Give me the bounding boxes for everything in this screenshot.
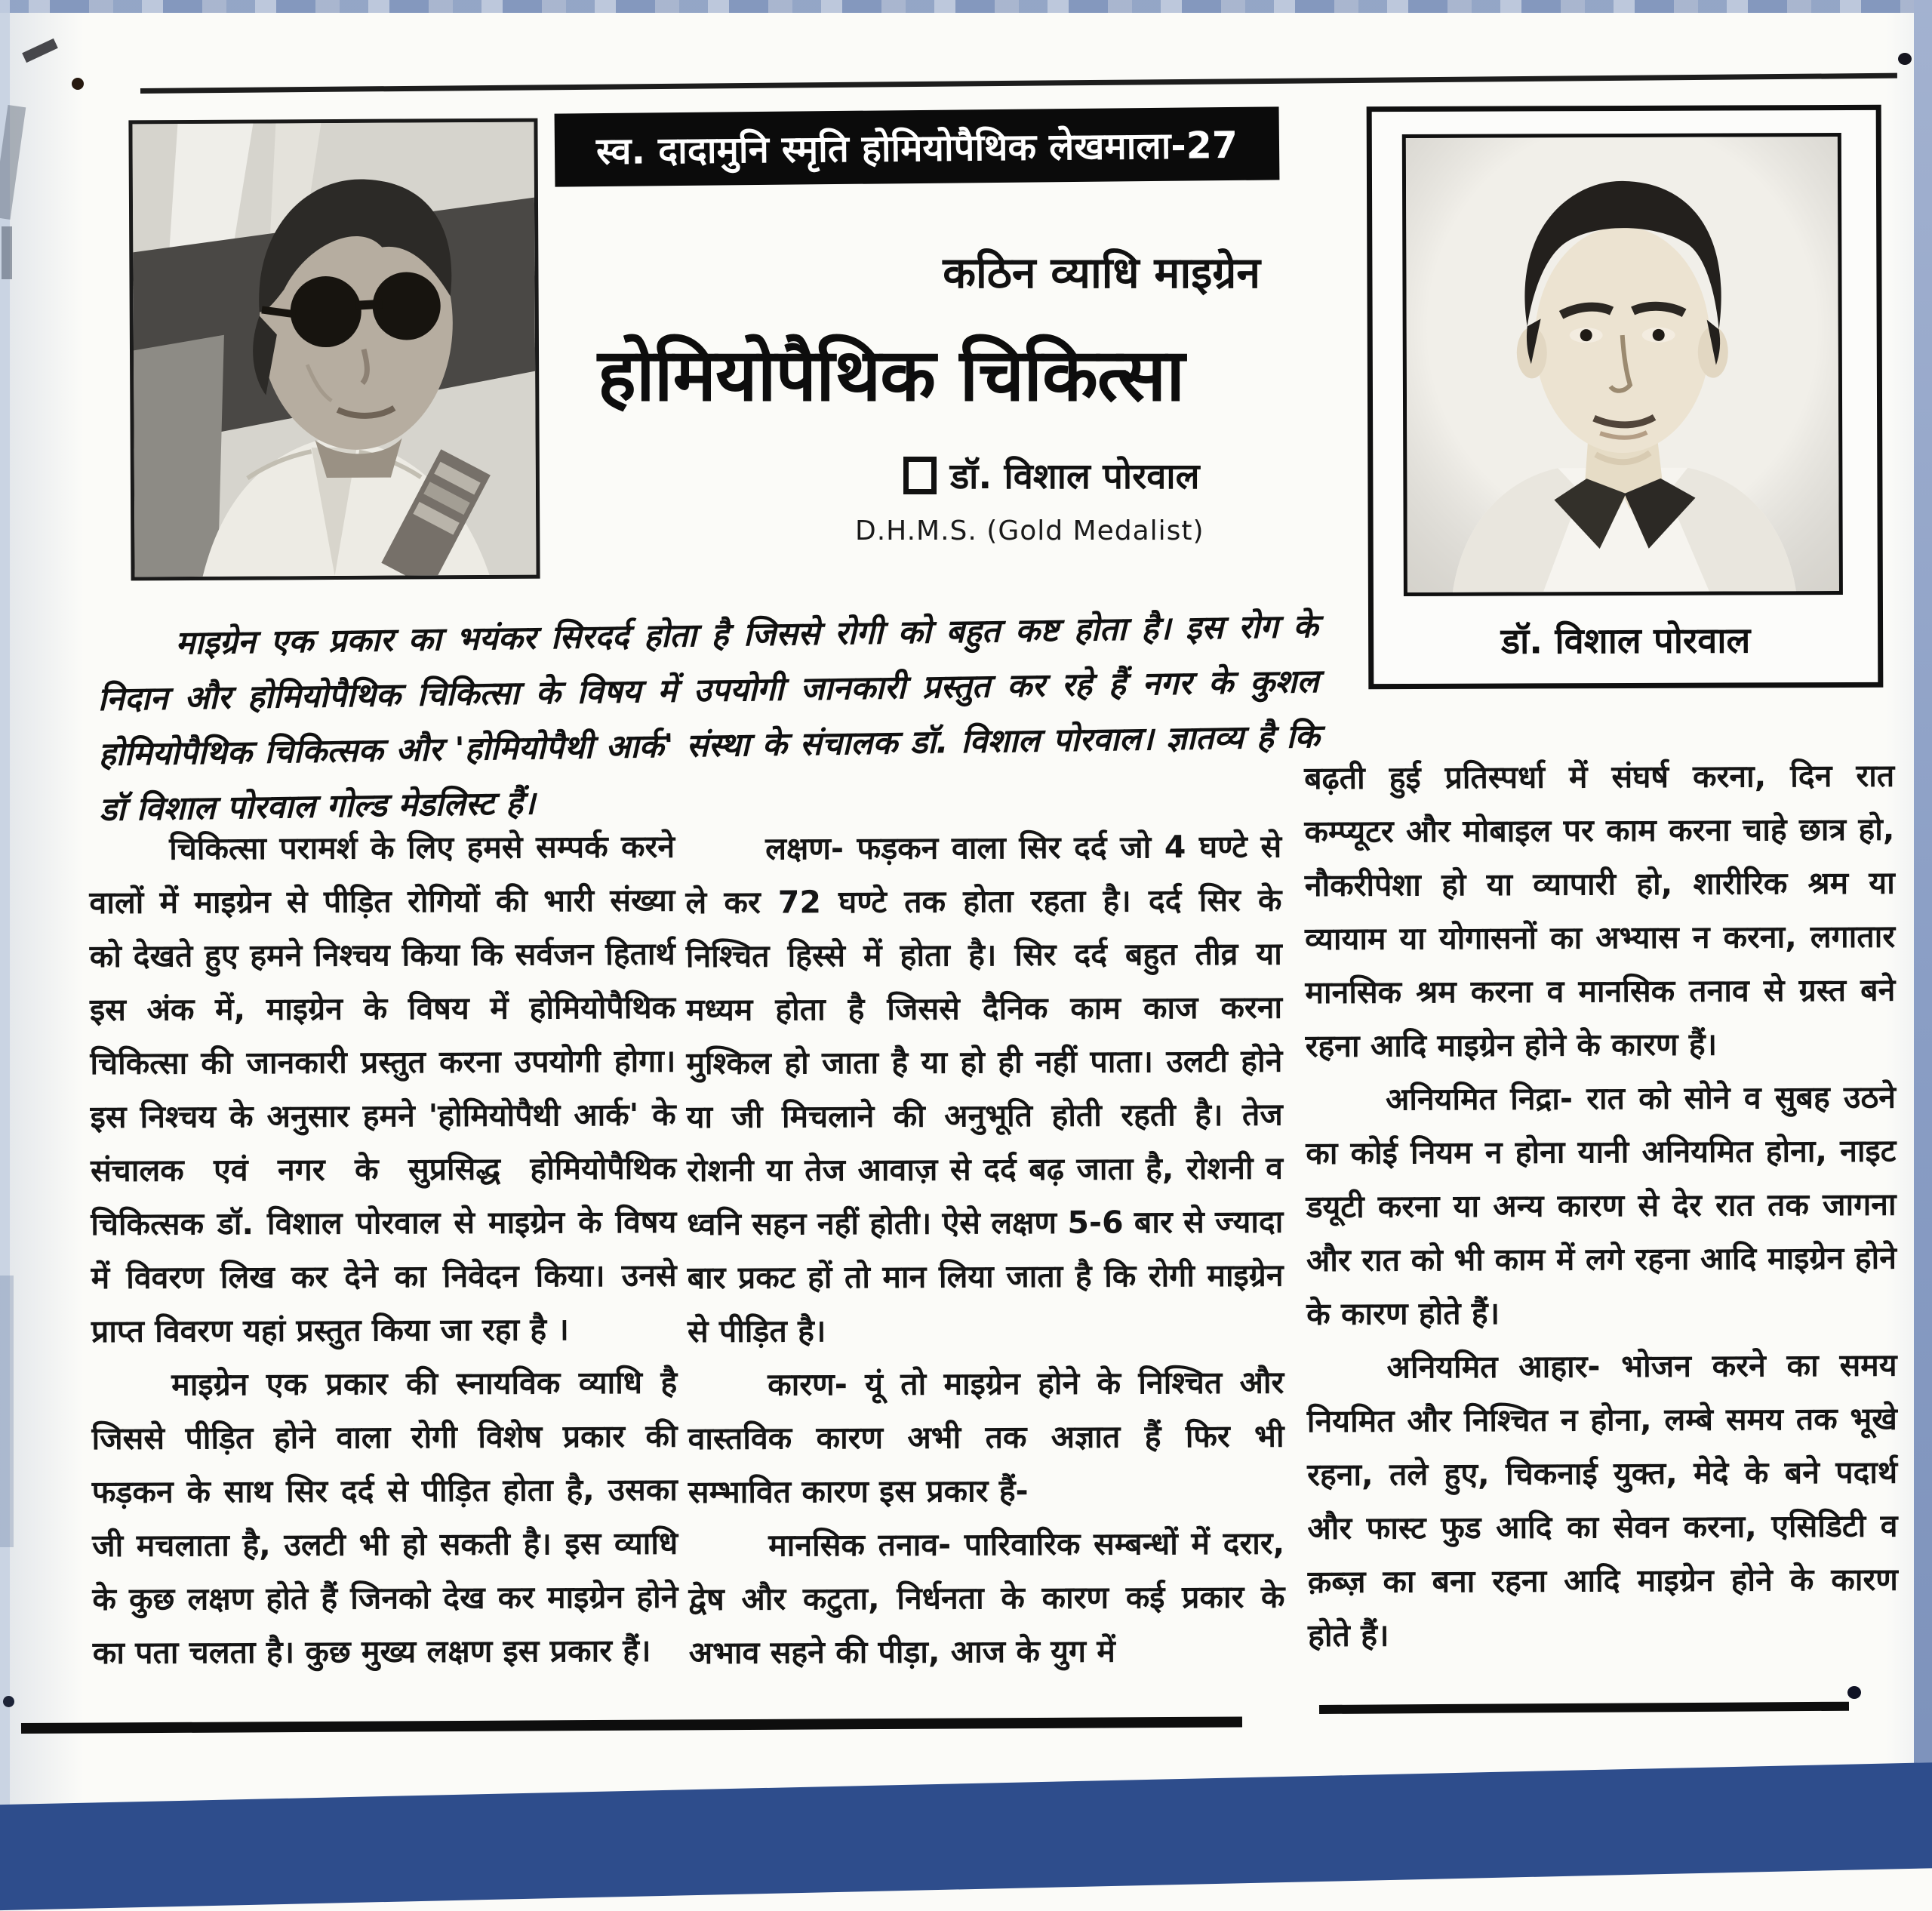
paragraph-lead: लक्षण- bbox=[765, 830, 844, 867]
paragraph-text: पारिवारिक सम्बन्धों में दरार, द्वेष और कटुता, निर्धनता के कारण कई प्रकार के अभाव सहने की पीड़ा, आज के युग में bbox=[688, 1525, 1285, 1671]
porwal-portrait-image bbox=[1406, 137, 1839, 592]
body-column-1 bbox=[89, 820, 678, 1680]
paragraph-lead: अनियमित निद्रा- bbox=[1385, 1080, 1574, 1118]
paragraph-text: रात को सोने व सुबह उठने का कोई नियम न होना यानी अनियमित होना, नाइट डयूटी करना या अन्य कारण से देर रात तक जागना और रात को भी काम में लगे रहना आदि माइग्रेन होने के कारण होते हैं। bbox=[1306, 1079, 1897, 1332]
scan-smudge bbox=[22, 38, 58, 63]
paragraph-causes bbox=[688, 1356, 1284, 1519]
paragraph bbox=[89, 820, 677, 1359]
paragraph-text: यूं तो माइग्रेन होने के निश्चित और वास्तविक कारण अभी तक अज्ञात हैं फिर भी सम्भावित कारण इस प्रकार हैं- bbox=[688, 1364, 1284, 1510]
paragraph-irregular-diet bbox=[1306, 1339, 1898, 1663]
paragraph: माइग्रेन एक प्रकार की स्नायविक व्याधि है जिससे पीड़ित होने वाला रोगी विशेष प्रकार की फड़कन के साथ सिर दर्द से पीड़ित होता है, उसका जी मचलाता है, उलटी भी हो सकती है। इस व्याधि के कुछ लक्षण होते हैं जिनको देख कर माइग्रेन होने का पता चलता है। कुछ मुख्य लक्षण इस प्रकार हैं। bbox=[91, 1364, 678, 1671]
scan-edge-bottom bbox=[0, 1761, 1932, 1911]
right-photo-frame bbox=[1367, 105, 1884, 689]
right-photo-caption: डॉ. विशाल पोरवाल bbox=[1500, 620, 1751, 663]
body-column-2 bbox=[685, 820, 1285, 1680]
dadamuni-portrait-image bbox=[132, 122, 536, 577]
scan-smudge bbox=[2, 226, 12, 279]
paragraph-symptoms bbox=[685, 820, 1284, 1359]
ink-dot bbox=[72, 78, 84, 90]
paragraph-text: फड़कन वाला सिर दर्द जो 4 घण्टे से ले कर 72 घण्टे तक होता रहता है। दर्द सिर के निश्चित हिस्से में होता है। सिर दर्द बहुत तीव्र या मध्यम होता है जिससे दैनिक काम काज करना मुश्किल हो जाता है या हो ही नहीं पाता। उलटी होने या जी मिचलाने की अनुभूति होती रहती है। तेज रोशनी या तेज आवाज़ से दर्द बढ़ जाता है, रोशनी व ध्वनि सहन नहीं होती। ऐसे लक्षण 5-6 बार से ज्यादा बार प्रकट हों तो मान लिया जाता है कि रोगी माइग्रेन से पीड़ित है। bbox=[685, 828, 1284, 1349]
byline-square-bullet-icon bbox=[903, 457, 937, 494]
scan-edge-right bbox=[1914, 0, 1932, 1808]
ink-dot bbox=[3, 1696, 14, 1707]
paragraph-lead: मानसिक तनाव- bbox=[768, 1526, 952, 1564]
paragraph-irregular-sleep bbox=[1306, 1071, 1897, 1341]
ink-dot bbox=[1898, 53, 1912, 65]
top-rule bbox=[140, 73, 1897, 94]
left-photo-dadamuni bbox=[128, 118, 540, 581]
paragraph-text: भोजन करने का समय नियमित और निश्चित न होना, लम्बे समय तक भूखे रहना, तले हुए, चिकनाई युक्त, मेदे के बने पदार्थ और फास्ट फुड आदि का सेवन करना, एसिडिटी व क़ब्ज़ का बना रहना आदि माइग्रेन होने के कारण होते हैं। bbox=[1306, 1346, 1898, 1654]
intro-paragraph: माइग्रेन एक प्रकार का भयंकर सिरदर्द होता है जिससे रोगी को बहुत कष्ट होता है। इस रोग के निदान और होमियोपैथिक चिकित्सा के विषय में उपयोगी जानकारी प्रस्तुत कर रहे हैं नगर के कुशल होमियोपैथिक चिकित्सक और 'होमियोपैथी आर्क' संस्था के संचालक डॉ. विशाल पोरवाल। ज्ञातव्य है कि डॉ विशाल पोरवाल गोल्ड मेडलिस्ट हैं। bbox=[97, 607, 1320, 829]
paragraph-lead: अनियमित आहार- bbox=[1386, 1348, 1601, 1386]
body-column-3 bbox=[1304, 749, 1898, 1663]
kicker: कठिन व्याधि माइग्रेन bbox=[943, 248, 1260, 298]
paragraph: बढ़ती हुई प्रतिस्पर्धा में संघर्ष करना, दिन रात कम्प्यूटर और मोबाइल पर काम करना चाहे छात्र हो, नौकरीपेशा हो या व्यापारी हो, शारीरिक श्रम या व्यायाम या योगासनों का अभ्यास न करना, लगातार मानसिक श्रम करना व मानसिक तनाव से ग्रस्त बने रहना आदि माइग्रेन होने के कारण हैं। bbox=[1304, 757, 1896, 1064]
right-photo-dr-vishal-porwal bbox=[1402, 133, 1843, 596]
bottom-rule-right bbox=[1319, 1702, 1849, 1714]
series-banner bbox=[555, 106, 1280, 186]
byline bbox=[903, 451, 1199, 499]
credentials: D.H.M.S. (Gold Medalist) bbox=[855, 515, 1204, 546]
ink-dot bbox=[1847, 1686, 1861, 1699]
scan-smudge bbox=[0, 1276, 14, 1547]
paragraph-lead: कारण- bbox=[768, 1366, 848, 1403]
byline-name: डॉ. विशाल पोरवाल bbox=[950, 456, 1200, 497]
scan-edge-top bbox=[0, 0, 1932, 13]
paragraph-mental-stress bbox=[688, 1517, 1285, 1680]
paragraph-text: चिकित्सा परामर्श के लिए हमसे सम्पर्क करने वालों में माइग्रेन से पीड़ित रोगियों की भारी संख्या को देखते हुए हमने निश्चय किया कि सर्वजन हितार्थ इस अंक में, माइग्रेन के विषय में होमियोपैथिक चिकित्सा की जानकारी प्रस्तुत करना उपयोगी होगा। इस निश्चय के अनुसार हमने 'होमियोपैथी आर्क' के संचालक एवं नगर के सुप्रसिद्ध होमियोपैथिक चिकित्सक bbox=[89, 828, 677, 1242]
series-banner-text: स्व. दादामुनि स्मृति होमियोपैथिक लेखमाला-27 bbox=[595, 123, 1238, 173]
article-title: होमियोपैथिक चिकित्सा bbox=[597, 333, 1185, 417]
paragraph-bold-text: डॉ. विशाल पोरवाल से माइग्रेन के विषय में विवरण लिख कर देने का निवेदन किया। उनसे प्राप्त विवरण यहां प्रस्तुत किया जा रहा है । bbox=[91, 1203, 677, 1349]
bottom-rule-left bbox=[21, 1717, 1242, 1734]
